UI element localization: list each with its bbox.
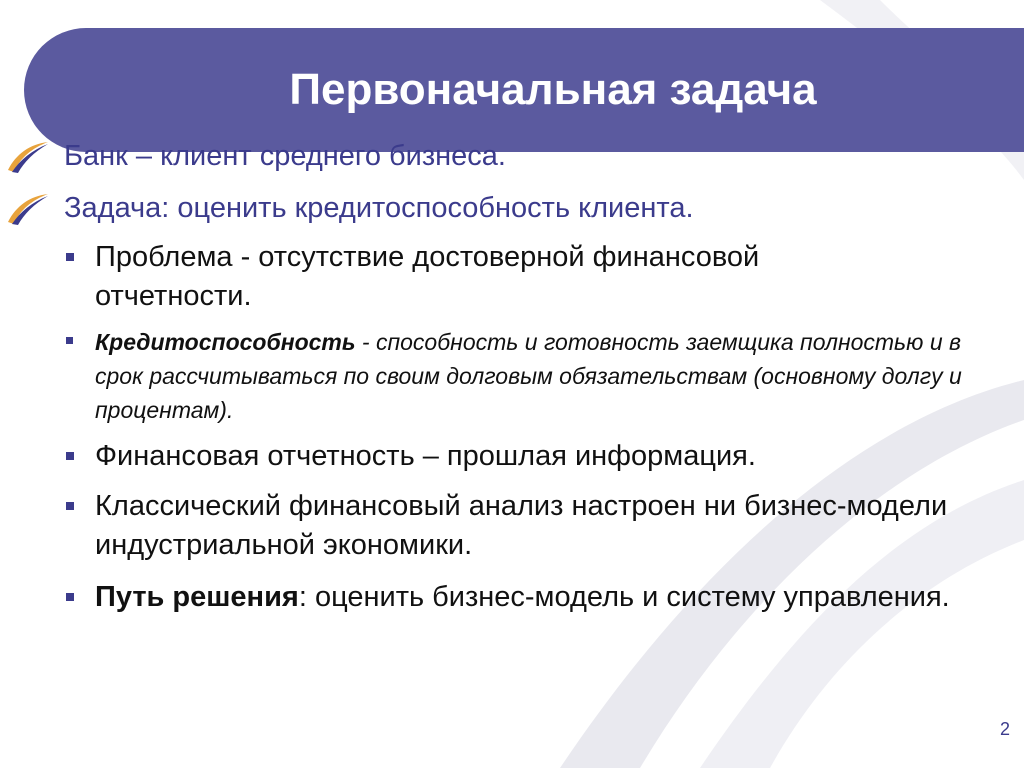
page-number: 2 <box>999 719 1010 739</box>
sub-bullet-problem <box>95 238 915 316</box>
slide-title: Первоначальная задача <box>289 65 817 114</box>
sub-bullet-solution <box>95 578 955 617</box>
bullet-text: Финансовая отчетность – прошлая информация. <box>95 440 756 472</box>
swoosh-bullet-icon <box>6 192 50 226</box>
bullet-text: Задача: оценить кредитоспособность клиента. <box>64 192 694 224</box>
solution-term: Путь решения <box>95 581 299 613</box>
sub-bullet-reporting <box>95 437 975 476</box>
swoosh-bullet-icon <box>6 140 50 174</box>
bullet-bank <box>64 140 506 173</box>
definition-text: - способность и готовность заемщика полностью и в срок рассчитываться по своим долговым обязательствам (основному долгу и процентам). <box>95 329 962 423</box>
bullet-task <box>64 192 694 225</box>
bullet-text: Банк – клиент среднего бизнеса. <box>64 140 506 172</box>
solution-text: : оценить бизнес-модель и систему управления. <box>298 581 950 613</box>
sub-bullet-analysis <box>95 487 995 565</box>
square-bullet-icon <box>66 502 74 510</box>
definition-term: Кредитоспособность <box>95 329 356 355</box>
square-bullet-icon <box>66 253 74 261</box>
square-bullet-icon <box>66 337 73 344</box>
bullet-text: Проблема - отсутствие достоверной финансовой отчетности. <box>95 241 760 312</box>
sub-bullet-definition <box>95 325 975 427</box>
square-bullet-icon <box>66 593 74 601</box>
bullet-text: Классический финансовый анализ настроен ни бизнес-модели индустриальной экономики. <box>95 490 948 561</box>
square-bullet-icon <box>66 452 74 460</box>
